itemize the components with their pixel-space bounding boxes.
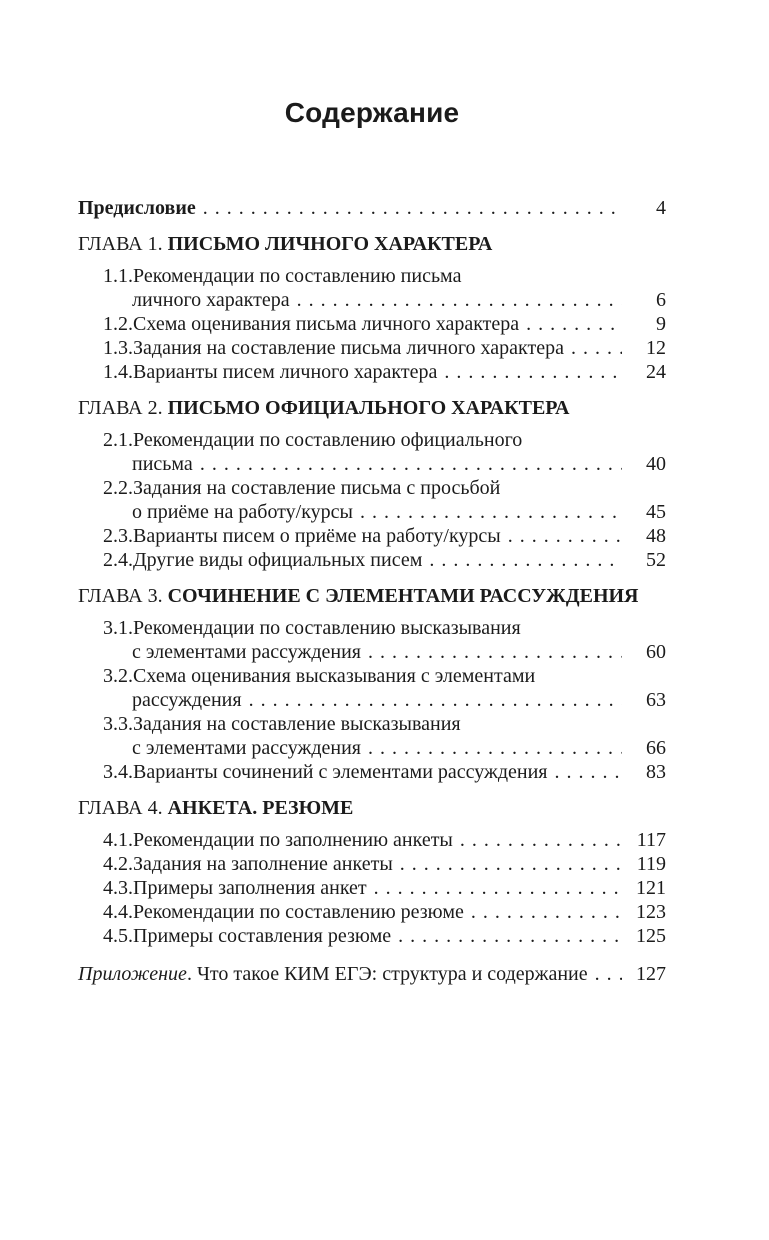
dot-leader [368,736,622,760]
toc-item [78,712,666,760]
appendix-page: 127 [636,963,666,985]
toc-item-line [78,664,666,688]
dot-leader [460,828,622,852]
dot-leader [368,640,622,664]
toc-item-line [78,288,666,312]
chapter-title: СОЧИНЕНИЕ С ЭЛЕМЕНТАМИ РАССУЖДЕНИЯ [167,585,639,607]
item-page: 117 [636,829,666,851]
toc-item-line [78,924,666,948]
item-text: Варианты писем о приёме на работу/курсы [133,525,501,547]
chapter-block [78,232,666,384]
item-page: 125 [636,925,666,947]
toc-item [78,548,666,572]
toc-item [78,616,666,664]
toc-item [78,852,666,876]
item-text: Рекомендации по составлению официального [133,429,523,451]
item-text: Примеры составления резюме [133,925,392,947]
item-text: личного характера [132,289,290,311]
chapter-title: ПИСЬМО ЛИЧНОГО ХАРАКТЕРА [167,233,493,255]
item-number: 4.2. [103,853,133,875]
item-text: с элементами рассуждения [132,641,361,663]
item-text: Рекомендации по составлению высказывания [133,617,521,639]
toc-item [78,428,666,476]
item-number: 1.1. [103,265,133,287]
dot-leader [508,524,622,548]
preface-label: Предисловие [78,197,196,219]
item-text: Задания на составление высказывания [133,713,461,735]
toc-item [78,876,666,900]
chapter-title: ПИСЬМО ОФИЦИАЛЬНОГО ХАРАКТЕРА [167,397,570,419]
item-text: Рекомендации по составлению письма [133,265,462,287]
appendix-row [78,962,666,986]
dot-leader [249,688,622,712]
item-number: 4.4. [103,901,133,923]
dot-leader [297,288,622,312]
item-text: Другие виды официальных писем [133,549,423,571]
item-number: 1.4. [103,361,133,383]
toc-item-line [78,500,666,524]
toc-item [78,264,666,312]
toc-item-line [78,760,666,784]
chapter-heading [78,796,666,820]
item-page: 45 [646,501,666,523]
item-number: 4.3. [103,877,133,899]
dot-leader [444,360,622,384]
item-page: 119 [636,853,666,875]
item-number: 4.1. [103,829,133,851]
toc-item [78,828,666,852]
item-number: 2.1. [103,429,133,451]
preface-row [78,196,666,220]
toc-item [78,760,666,784]
toc-item [78,524,666,548]
item-number: 2.3. [103,525,133,547]
item-page: 66 [646,737,666,759]
toc-item-line [78,548,666,572]
page-title: Содержание [284,97,460,128]
chapter-block [78,796,666,948]
item-number: 2.4. [103,549,133,571]
chapter-number: ГЛАВА 1. [78,233,163,255]
dot-leader [571,336,622,360]
item-page: 52 [646,549,666,571]
item-text: Варианты писем личного характера [133,361,438,383]
appendix-label-rest: . Что такое КИМ ЕГЭ: структура и содержание [186,963,588,985]
appendix-label-italic: Приложение [78,963,187,985]
dot-leader [595,962,622,986]
item-page: 6 [656,289,666,311]
item-text: Схема оценивания высказывания с элементами [133,665,536,687]
toc-item-line [78,428,666,452]
item-text: Рекомендации по составлению резюме [133,901,464,923]
toc-item-line [78,452,666,476]
item-number: 3.1. [103,617,133,639]
item-page: 63 [646,689,666,711]
toc-item-line [78,264,666,288]
item-text: о приёме на работу/курсы [132,501,353,523]
dot-leader [400,852,622,876]
dot-leader [526,312,622,336]
toc-item [78,360,666,384]
item-page: 121 [636,877,666,899]
dot-leader [203,196,622,220]
item-text: с элементами рассуждения [132,737,361,759]
toc-item [78,476,666,524]
toc-item [78,664,666,712]
toc-item-line [78,336,666,360]
item-text: письма [132,453,193,475]
chapter-number: ГЛАВА 2. [78,397,163,419]
item-page: 12 [646,337,666,359]
item-page: 40 [646,453,666,475]
item-number: 3.3. [103,713,133,735]
chapter-block [78,396,666,572]
item-number: 3.2. [103,665,133,687]
toc-item-line [78,900,666,924]
toc-item-line [78,828,666,852]
toc-item-line [78,852,666,876]
item-text: Схема оценивания письма личного характера [133,313,520,335]
toc-item-line [78,736,666,760]
toc-item [78,336,666,360]
item-page: 9 [656,313,666,335]
item-text: Задания на составление письма личного характера [133,337,564,359]
toc-item-line [78,524,666,548]
item-page: 123 [636,901,666,923]
toc-item-line [78,616,666,640]
toc-item-line [78,688,666,712]
chapter-number: ГЛАВА 3. [78,585,163,607]
chapter-heading [78,584,666,608]
toc-item [78,312,666,336]
dot-leader [554,760,622,784]
chapter-number: ГЛАВА 4. [78,797,163,819]
dot-leader [374,876,622,900]
chapter-heading [78,396,666,420]
toc-item [78,924,666,948]
toc-item-line [78,876,666,900]
item-text: Задания на заполнение анкеты [133,853,393,875]
item-page: 60 [646,641,666,663]
toc-item-line [78,640,666,664]
item-number: 2.2. [103,477,133,499]
dot-leader [429,548,622,572]
dot-leader [360,500,622,524]
dot-leader [471,900,622,924]
item-page: 24 [646,361,666,383]
dot-leader [200,452,622,476]
appendix-label [78,962,588,986]
item-page: 83 [646,761,666,783]
chapter-heading [78,232,666,256]
item-number: 1.2. [103,313,133,335]
item-page: 48 [646,525,666,547]
chapters-list [78,232,666,948]
toc-item-line [78,476,666,500]
chapter-block [78,584,666,784]
toc-item [78,900,666,924]
item-text: Варианты сочинений с элементами рассуждения [133,761,548,783]
item-number: 3.4. [103,761,133,783]
item-number: 4.5. [103,925,133,947]
item-text: рассуждения [132,689,242,711]
dot-leader [398,924,622,948]
preface-page: 4 [656,197,666,219]
toc-item-line [78,712,666,736]
chapter-title: АНКЕТА. РЕЗЮМЕ [167,797,354,819]
item-text: Примеры заполнения анкет [133,877,367,899]
item-text: Задания на составление письма с просьбой [133,477,501,499]
toc-item-line [78,360,666,384]
toc-item-line [78,312,666,336]
item-text: Рекомендации по заполнению анкеты [133,829,453,851]
item-number: 1.3. [103,337,133,359]
